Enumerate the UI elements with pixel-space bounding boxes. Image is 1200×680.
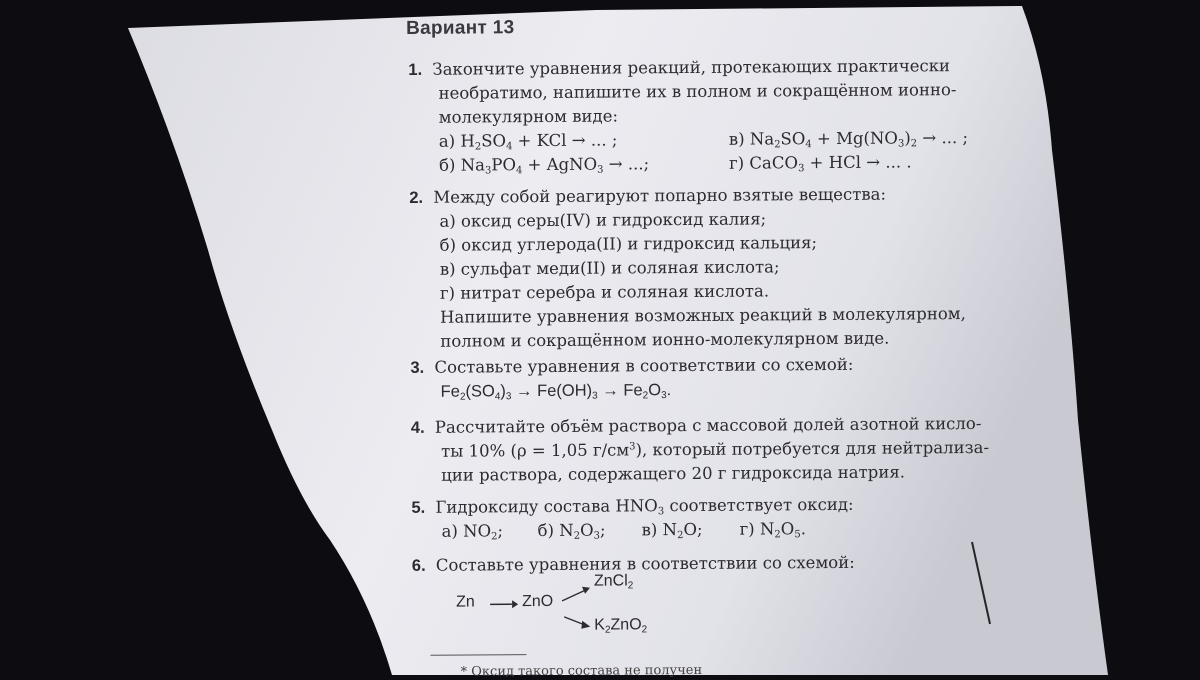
scheme-product-bottom: $K_2ZnO_2$ [594,616,647,634]
footnote: * Оксид такого состава не получен [461,663,703,680]
task-text: ты 10% (ρ = 1,05 $г/см^3$), который потребуется для нейтрализа- [411,436,1011,464]
footnote-divider [430,654,526,656]
task-text: Напишите уравнения возможных реакций в молекулярном, [410,302,1010,330]
option-a: а) $NO_2$; [442,519,538,544]
task-text: полном и сокращённом ионно-молекулярном виде. [410,326,1010,354]
reaction-scheme: $Fe_2(SO_4)_3 \to Fe(OH)_3 \to Fe_2O_3$. [411,376,1011,404]
list-item: г) нитрат серебра и соляная кислота. [410,278,1010,306]
variant-title: Вариант 13 [406,17,514,40]
option-g: г) $N_2O_5$. [740,517,806,541]
task-2 [409,182,1010,354]
option-b: б) $N_2O_3$; [538,518,642,543]
task-5-options [412,516,1012,544]
task-text: необратимо, напишите их в полном и сокращённом ионно- [408,78,1008,106]
option-g: г) CaCO$_3$ + HCl → ... . [729,150,912,175]
task-text: Гидроксиду состава $HNO_3$ соответствует оксид: [435,495,853,517]
option-v: в) $N_2O$; [642,518,740,543]
task-4 [411,412,1011,488]
task-number: 1. [408,58,432,82]
task-number: 4. [411,416,435,440]
worksheet [400,10,1025,674]
scheme-zno: ZnO [522,593,553,611]
task-5 [411,492,1011,544]
branch-arrows-icon [560,579,594,639]
option-v: в) $Na_2SO_4 + Mg(NO_3)_2$ → ... ; [729,126,968,152]
scheme-product-top: ZnCl$_2$ [594,572,633,590]
scheme-zn: Zn [456,593,475,611]
arrow-icon [488,597,518,611]
task-text: Закончите уравнения реакций, протекающих практически [432,56,950,79]
task-text: Составьте уравнения в соответствии со схемой: [436,553,855,575]
option-b: б) $Na_3PO_4$ + AgNO$_3$ → ...; [439,152,729,178]
task-text: молекулярном виде: [409,102,1009,130]
task-number: 5. [411,496,435,520]
task-6 [412,550,1012,578]
task-3 [410,352,1010,404]
list-item: б) оксид углерода(II) и гидроксид кальция; [410,230,1010,258]
pen-mark [968,540,998,630]
task-text: ции раствора, содержащего 20 г гидроксида натрия. [411,460,1011,488]
task-1-options-row1 [409,126,1009,154]
task-1 [408,54,1009,178]
list-item: в) сульфат меди(II) и соляная кислота; [410,254,1010,282]
task-number: 2. [409,186,433,210]
task-text: Рассчитайте объём раствора с массовой долей азотной кисло- [435,414,982,437]
task-text: Между собой реагируют попарно взятые вещества: [433,185,886,207]
task-1-options-row2 [409,150,1009,178]
option-a: а) $H_2SO_4$ + KCl → ... ; [439,128,729,154]
task-number: 6. [412,554,436,578]
list-item: а) оксид серы(IV) и гидроксид калия; [409,206,1009,234]
task-number: 3. [410,356,434,380]
task-text: Составьте уравнения в соответствии со схемой: [434,355,853,377]
